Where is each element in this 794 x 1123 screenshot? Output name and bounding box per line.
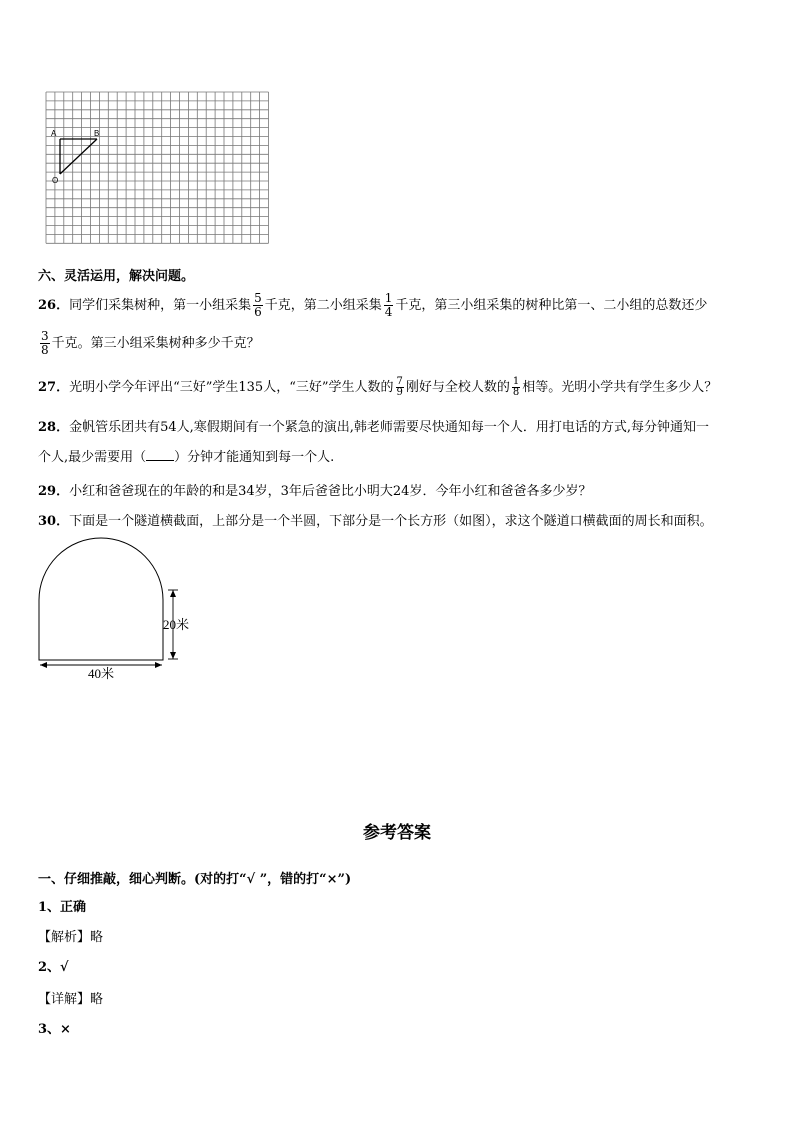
q26-text2: 千克，第二小组采集 — [264, 298, 382, 313]
question-29 — [38, 480, 591, 499]
q27-text2: 刚好与全校人数的 — [405, 380, 510, 395]
answer-item: 【详解】略 — [38, 992, 104, 1007]
q26-text1: 同学们采集树种，第一小组采集 — [69, 298, 252, 313]
q27-text1: 光明小学今年评出“三好”学生135人，“三好”学生人数的 — [69, 380, 394, 395]
question-28-number: 28． — [38, 420, 70, 435]
height-label: 20米 — [163, 617, 190, 632]
tunnel-outline — [39, 538, 163, 660]
fraction-5-6: $\frac{5}{6}$ — [254, 291, 262, 319]
grid-lines — [46, 92, 269, 243]
segment-ob — [60, 139, 97, 174]
question-26-line2 — [38, 330, 260, 357]
question-26-line1 — [38, 292, 707, 319]
question-29-number: 29． — [38, 484, 70, 499]
grid-figure — [44, 90, 272, 246]
answer-item: 【解析】略 — [38, 930, 104, 945]
point-a-label: A — [51, 129, 57, 138]
q29-text: 小红和爸爸现在的年龄的和是34岁，3年后爸爸比小明大24岁．今年小红和爸爸各多少岁？ — [69, 484, 592, 499]
q26-text4: 千克。第三小组采集树种多少千克？ — [51, 336, 260, 351]
question-28-line2 — [38, 446, 334, 465]
question-27 — [38, 376, 717, 398]
point-o-label: O — [52, 176, 59, 185]
answers-title: 参考答案 — [363, 823, 431, 843]
q28-text1: 金帆管乐团共有54人,寒假期间有一个紧急的演出,韩老师需要尽快通知每一个人．用打电话的方式,每分钟通知一 — [69, 420, 710, 435]
fraction-7-9: $\frac{7}{9}$ — [396, 376, 403, 398]
q27-text3: 相等。光明小学共有学生多少人？ — [522, 380, 718, 395]
q28-text2b: ）分钟才能通知到每一个人. — [174, 450, 335, 465]
answer-blank — [146, 450, 174, 461]
question-30 — [38, 510, 713, 529]
question-30-number: 30． — [38, 514, 70, 529]
tunnel-figure — [30, 528, 210, 683]
answer-item: 1、正确 — [38, 900, 87, 915]
question-26-number: 26． — [38, 298, 70, 313]
q26-text3: 千克，第三小组采集的树种比第一、二小组的总数还少 — [395, 298, 708, 313]
answer-item: 3、× — [38, 1022, 71, 1037]
fraction-3-8: $\frac{3}{8}$ — [41, 329, 49, 357]
answers-section1: 一、仔细推敲，细心判断。(对的打“√ ”，错的打“×”) — [38, 872, 352, 887]
section6-title: 六、灵活运用，解决问题。 — [38, 269, 195, 284]
q28-text2a: 个人,最少需要用（ — [38, 450, 147, 465]
point-b-label: B — [94, 129, 100, 138]
question-27-number: 27． — [38, 380, 70, 395]
question-28-line1 — [38, 416, 709, 435]
width-label: 40米 — [88, 666, 115, 681]
answer-item: 2、√ — [38, 960, 69, 975]
fraction-1-4: $\frac{1}{4}$ — [384, 291, 393, 319]
q30-text: 下面是一个隧道横截面，上部分是一个半圆，下部分是一个长方形（如图），求这个隧道口横截面的周长和面积。 — [69, 514, 713, 529]
fraction-1-8: $\frac{1}{8}$ — [512, 376, 520, 398]
